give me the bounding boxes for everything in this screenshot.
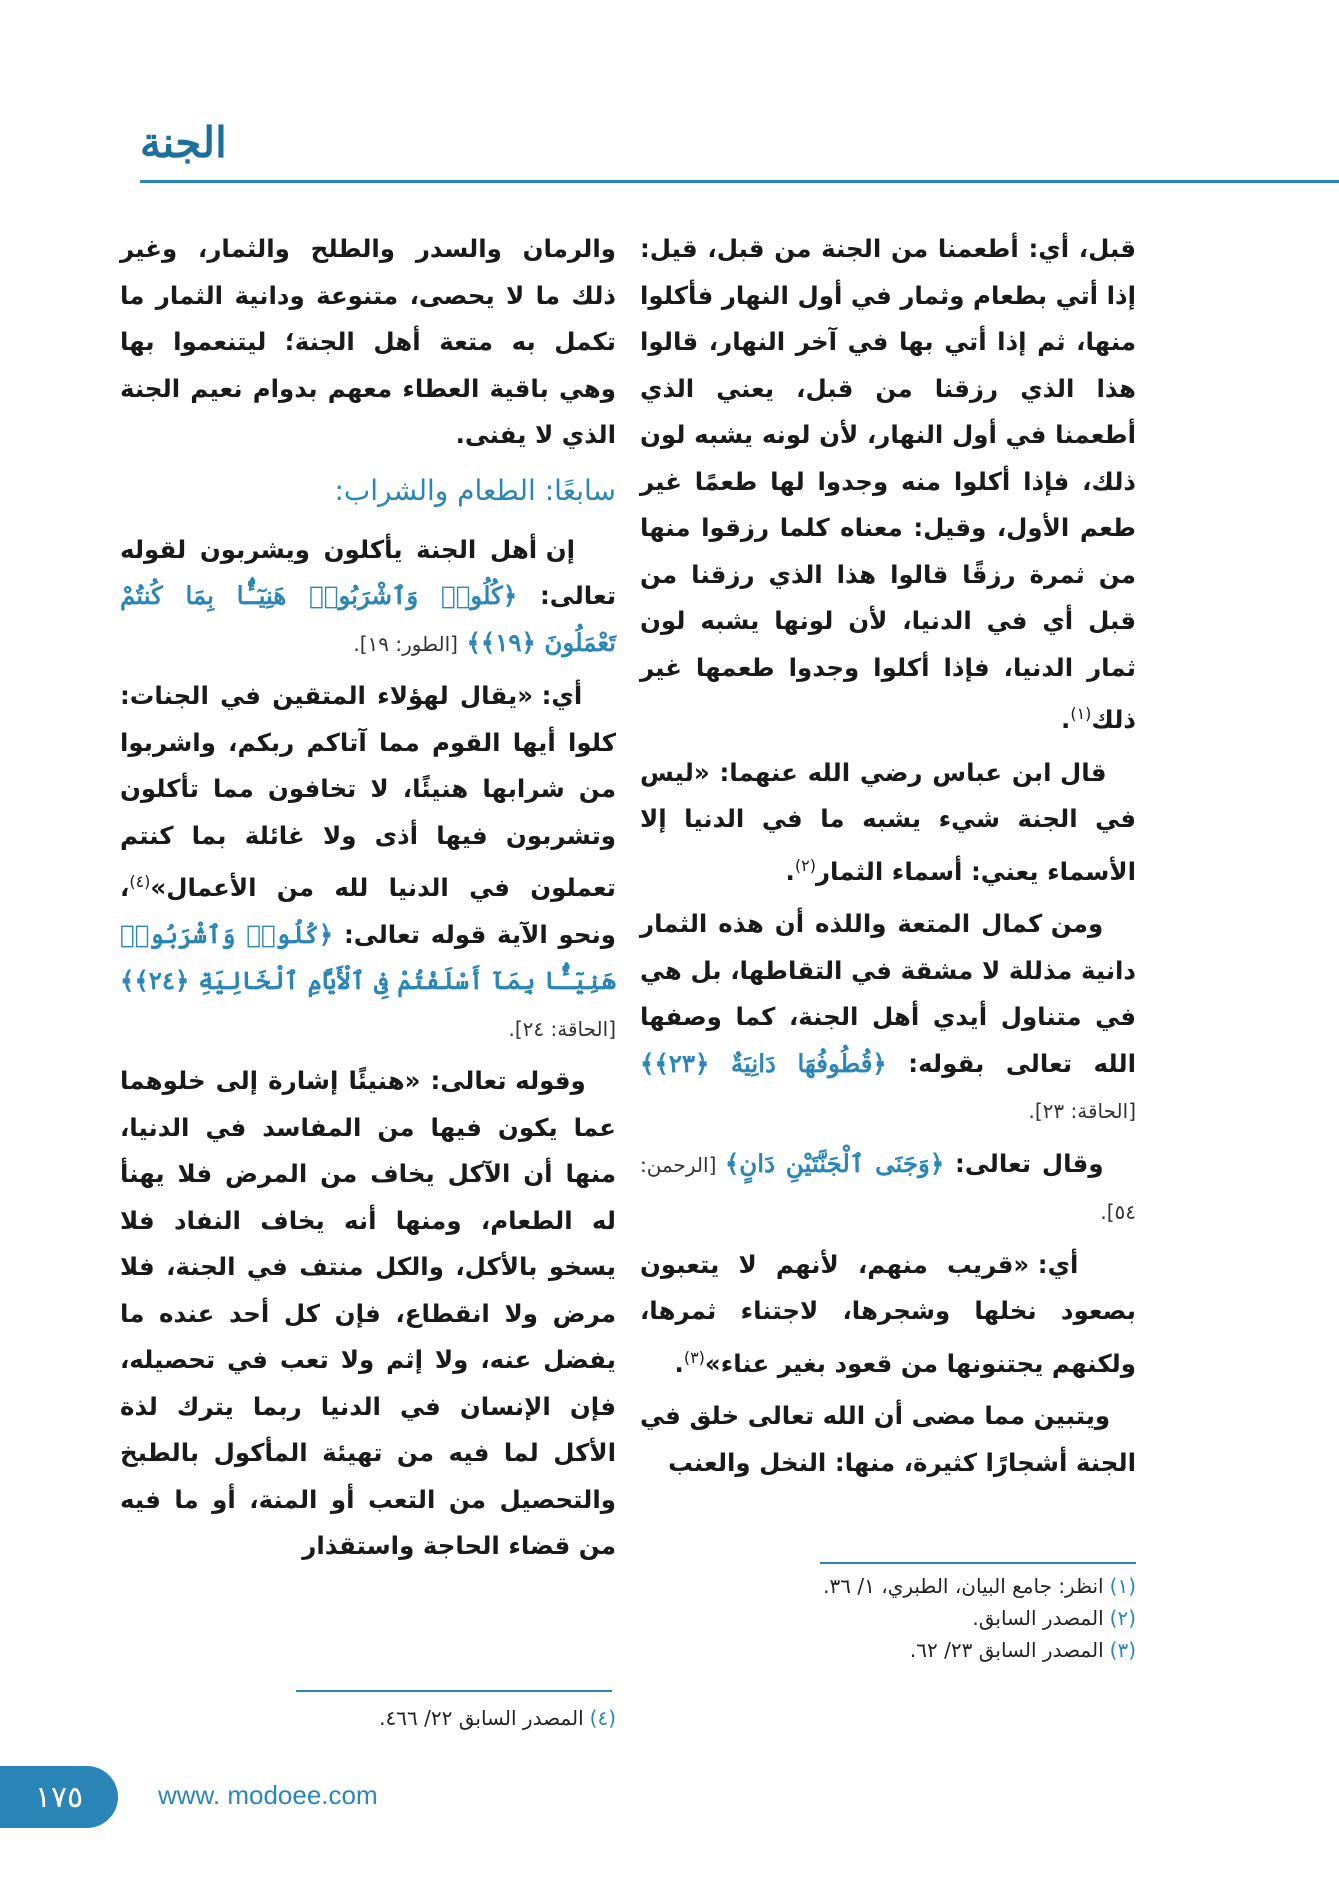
footnote-ref[interactable]: (١) (1070, 704, 1092, 723)
footnote-divider (296, 1690, 612, 1692)
quran-verse: ﴿كُلُوا۟ وَٱشْرَبُوا۟ هَنِيٓـًٔۢا بِمَا كُنتُمْ تَعْمَلُونَ ﴿١٩﴾﴾ (120, 581, 616, 657)
paragraph: وقوله تعالى: «هنيئًا إشارة إلى خلوهما عما يكون فيها من المفاسد في الدنيا، منها أن الآكل يخاف من المرض فلا يهنأ له الطعام، ومنها أنه يخاف النفاد فلا يسخو بالأكل، والكل منتف في الجنة، فلا مرض ولا انقطاع، فإن كل أحد عنده ما يفضل عنه، ولا إثم ولا تعب في تحصيله، فإن الإنسان في الدنيا ربما يترك لذة الأكل لما فيه من تهيئة المأكول بالطبخ والتحصيل من التعب أو المنة، أو ما فيه من قضاء الحاجة واستقذار (120, 1066, 616, 1561)
footnotes-right (636, 1570, 1136, 1666)
right-column (640, 226, 1136, 1492)
header-divider (140, 180, 1339, 183)
paragraph: ويتبين مما مضى أن الله تعالى خلق في الجنة أشجارًا كثيرة، منها: النخل والعنب (640, 1401, 1136, 1477)
paragraph: وقال تعالى: ﴿وَجَنَى ٱلْجَنَّتَيْنِ دَانٍ﴾ [الرحمن: ٥٤]. (640, 1148, 1136, 1225)
website-link[interactable]: www. modoee.com (158, 1780, 378, 1810)
left-column (120, 226, 616, 1576)
footnote-divider (820, 1562, 1136, 1564)
paragraph: إن أهل الجنة يأكلون ويشربون لقوله تعالى: ﴿كُلُوا۟ وَٱشْرَبُوا۟ هَنِيٓـًٔۢا بِمَا كُنتُمْ تَعْمَلُونَ ﴿١٩﴾﴾ [الطور: ١٩]. (120, 534, 617, 657)
quran-verse: ﴿وَجَنَى ٱلْجَنَّتَيْنِ دَانٍ﴾ (724, 1148, 945, 1178)
footnote-ref[interactable]: (٣) (683, 1347, 705, 1367)
quran-verse: ﴿كُلُوا۟ وَٱشْرَبُوا۟ هَنِيٓـًٔۢا بِمَآ أَسْلَفْتُمْ فِى ٱلْأَيَّامِ ٱلْخَالِيَةِ ﴿٢٤﴾﴾ (120, 919, 616, 996)
section-heading: سابعًا: الطعام والشراب: (334, 473, 616, 507)
footnote-ref[interactable]: (٢) (794, 855, 816, 875)
paragraph: قال ابن عباس رضي الله عنهما: «ليس في الجنة شيء يشبه ما في الدنيا إلا الأسماء يعني: أسماء الثمار$^{(٢)}$. (640, 757, 1136, 886)
paragraph: أي: «قريب منهم، لأنهم لا يتعبون بصعود نخلها وشجرها، لاجتناء ثمرها، ولكنهم يجتنونها من قعود بغير عناء»$^{(٣)}$. (640, 1249, 1136, 1378)
footnote-item: (٢)المصدر السابق. (972, 1606, 1136, 1630)
verse-citation: [الرحمن: ٥٤]. (640, 1152, 1136, 1225)
page-title: الجنة (140, 118, 227, 167)
paragraph: قبل، أي: أطعمنا من الجنة من قبل، قيل: إذا أتي بطعام وثمار في أول النهار فأكلوا منها، ثم إذا أتي بها في آخر النهار، قالوا هذا الذي رزقنا من قبل، يعني الذي أطعمنا في أول النهار، لأن لونه يشبه لون ذلك، فإذا أكلوا منه وجدوا لها طعمًا غير طعم الأول، وقيل: معناه كلما رزقوا منها من ثمرة رزقًا قالوا هذا الذي رزقنا من قبل أي في الدنيا، لأن لونها يشبه لون ثمار الدنيا، فإذا أكلوا وجدوا طعمها غير ذلك$^{(١)}$. (640, 234, 1136, 735)
paragraph: ومن كمال المتعة واللذه أن هذه الثمار دانية مذللة لا مشقة في التقاطها، بل هي في متناول أيدي أهل الجنة، كما وصفها الله تعالى بقوله: ﴿قُطُوفُهَا دَانِيَةٌ ﴿٢٣﴾﴾ [الحاقة: ٢٣]. (640, 909, 1137, 1124)
verse-citation: [الحاقة: ٢٣]. (1028, 1099, 1136, 1124)
paragraph: أي: «يقال لهؤلاء المتقين في الجنات: كلوا أيها القوم مما آتاكم ربكم، واشربوا من شرابها هنيئًا، لا تخافون مما تأكلون وتشربون فيها أذى ولا غائلة بما كنتم تعملون في الدنيا لله من الأعمال»$^{(٤)}$، ونحو الآية قوله تعالى: ﴿كُلُوا۟ وَٱشْرَبُوا۟ هَنِيٓـًٔۢا بِمَآ أَسْلَفْتُمْ فِى ٱلْأَيَّامِ ٱلْخَالِيَةِ ﴿٢٤﴾﴾ [الحاقة: ٢٤]. (120, 681, 616, 1041)
footnote-item: (١)انظر: جامع البيان، الطبري، ١/ ٣٦. (823, 1574, 1136, 1598)
footnote-ref[interactable]: (٤) (129, 872, 151, 891)
quran-verse: ﴿قُطُوفُهَا دَانِيَةٌ ﴿٢٣﴾﴾ (640, 1048, 887, 1078)
footnote-item: (٤)المصدر السابق ٢٢/ ٤٦٦. (379, 1706, 616, 1730)
footnote-item: (٣)المصدر السابق ٢٣/ ٦٢. (909, 1638, 1136, 1662)
verse-citation: [الطور: ١٩]. (353, 631, 458, 656)
page-number-badge: ١٧٥ (0, 1766, 118, 1828)
paragraph: والرمان والسدر والطلح والثمار، وغير ذلك ما لا يحصى، متنوعة ودانية الثمار ما تكمل به متعة أهل الجنة؛ ليتنعموا بها وهي باقية العطاء معهم بدوام نعيم الجنة الذي لا يفنى. (120, 234, 616, 449)
footnotes-left (116, 1702, 616, 1734)
verse-citation: [الحاقة: ٢٤]. (508, 1016, 616, 1041)
